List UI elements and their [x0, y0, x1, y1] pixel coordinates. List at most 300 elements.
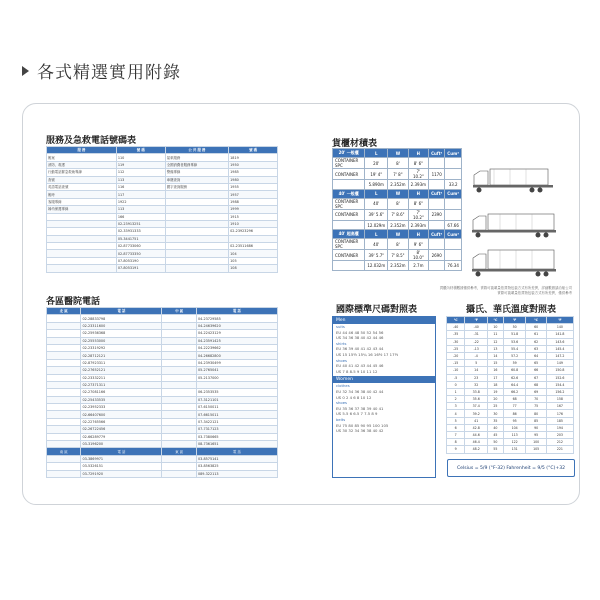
hospitals-subheader-cell: 電 話 — [196, 448, 277, 455]
hospitals-cell: 04-23930499 — [196, 359, 277, 366]
hospitals-cell: 03-7380665 — [196, 433, 277, 440]
temperature-cell: 143.6 — [546, 338, 573, 345]
emergency-row — [47, 176, 278, 183]
hospitals-cell: 02-27081166 — [81, 389, 162, 396]
emergency-row — [47, 183, 278, 190]
hospitals-row — [47, 404, 278, 411]
hospitals-cell: 03-3869971 — [81, 455, 162, 462]
temperature-formula: Celsius = 5/9 (°F-32) Fahrenheit = 9/5 (°C)+32 — [447, 459, 575, 477]
hospitals-cell: 07-6150011 — [196, 404, 277, 411]
container-cell: 2390 — [429, 209, 445, 220]
temperature-row — [447, 417, 574, 424]
temperature-cell: 13 — [488, 345, 504, 352]
emergency-cell: 警備專線 — [165, 169, 228, 176]
men-size-row: EU 40 41 42 43 44 45 46 — [336, 363, 384, 369]
container-cell: 7' 8.5" — [388, 250, 408, 261]
temperature-cell: 66 — [526, 367, 546, 374]
container-col-header: Cum³ — [445, 189, 462, 198]
emergency-row — [47, 206, 278, 213]
emergency-row — [47, 243, 278, 250]
container-cell: 7' 8.6" — [388, 209, 408, 220]
hospitals-cell — [196, 381, 277, 388]
temperature-cell: 10 — [488, 324, 504, 331]
container-cell: 7' 10.2" — [408, 169, 429, 180]
container-row — [333, 180, 462, 189]
emergency-cell: 108 — [229, 265, 278, 272]
women-size-row: EU 32 34 36 38 40 42 44 — [336, 388, 384, 394]
hospitals-cell — [162, 441, 196, 448]
container-cell — [445, 250, 462, 261]
hospitals-cell: 02-25553000 — [81, 337, 162, 344]
emergency-cell — [165, 206, 228, 213]
emergency-header-cell: 公 共 服 務 — [165, 147, 228, 154]
women-size-row: US 5.5 6 6.5 7 7.5 8 9 — [336, 411, 378, 417]
container-cell: 2.352m — [388, 180, 408, 189]
hospitals-row — [47, 344, 278, 351]
emergency-cell: 報時 — [47, 191, 117, 198]
women-size-row: US 30 32 34 36 38 40 42 — [336, 428, 384, 434]
temperature-cell: 66.2 — [503, 388, 526, 395]
temperature-cell: 51.8 — [503, 331, 526, 338]
temperature-row — [447, 388, 574, 395]
emergency-cell: 166 — [116, 213, 165, 220]
container-cell: CONTAINER — [333, 209, 365, 220]
temperature-cell: 68 — [526, 381, 546, 388]
container-row — [333, 209, 462, 220]
container-row — [333, 198, 462, 209]
container-cell: 7' 8" — [388, 169, 408, 180]
hospitals-cell — [162, 367, 196, 374]
container-col-header: L — [365, 149, 388, 158]
temperature-cell: 42.8 — [465, 424, 488, 431]
size-men-header: Men — [333, 317, 435, 324]
container-col-header: H — [408, 149, 429, 158]
emergency-cell: 車籍查詢 — [165, 176, 228, 183]
container-note-line-2: 實際可裝載量依貨物包裝方式有所差異，僅供參考 — [497, 291, 572, 295]
temperature-cell: 150.8 — [546, 367, 573, 374]
container-col-header: Cuft³ — [429, 189, 445, 198]
temperature-cell: 61 — [526, 331, 546, 338]
container-cell: 2.352m — [388, 261, 408, 270]
temperature-cell: 30 — [488, 410, 504, 417]
temperature-row — [447, 403, 574, 410]
container-title: 貨櫃材積表 — [332, 139, 378, 149]
truck-40ft-high-cube-icon — [470, 248, 560, 280]
emergency-cell: 116 — [116, 183, 165, 190]
emergency-cell: 1999 — [229, 206, 278, 213]
emergency-cell: 1985 — [229, 169, 278, 176]
container-cell: 2.7m — [408, 261, 429, 270]
container-cell: 2.352m — [388, 220, 408, 229]
container-size-label: 20' 一般櫃 — [333, 149, 365, 158]
temperature-cell: -20 — [447, 352, 465, 359]
temperature-cell: 3 — [447, 403, 465, 410]
hospitals-header-cell: 電 話 — [196, 308, 277, 315]
men-category-label: shirts — [336, 340, 347, 346]
temperature-cell: 45 — [488, 432, 504, 439]
container-cell: 19' 4" — [365, 169, 388, 180]
temperature-cell: 147.2 — [546, 352, 573, 359]
emergency-cell — [47, 220, 117, 227]
hospitals-cell — [47, 426, 81, 433]
temperature-cell: 86 — [503, 410, 526, 417]
container-group-header — [333, 230, 462, 239]
hospitals-header-row — [47, 308, 278, 315]
temperature-cell: 6 — [447, 424, 465, 431]
hospitals-cell — [162, 411, 196, 418]
temperature-cell: 85 — [526, 417, 546, 424]
hospitals-subheader-cell: 東 區 — [162, 448, 196, 455]
container-col-header: L — [365, 230, 388, 239]
temperature-cell: 122 — [503, 439, 526, 446]
container-cell — [445, 158, 462, 169]
container-row — [333, 220, 462, 229]
emergency-cell — [165, 213, 228, 220]
temperature-cell: 194 — [546, 424, 573, 431]
hospitals-cell — [162, 396, 196, 403]
emergency-row — [47, 198, 278, 205]
temperature-cell: 14 — [465, 367, 488, 374]
container-note-line-1: 貨櫃內材積數據僅供參考，實際可裝載量依貨物包裝方式有所差異，詳細數據請洽船公司 — [439, 286, 572, 290]
container-cell — [445, 169, 462, 180]
container-cell: CONTAINER — [333, 169, 365, 180]
size-chart-panel — [332, 316, 436, 478]
emergency-cell — [165, 235, 228, 242]
container-cell: 20' — [365, 158, 388, 169]
emergency-cell — [165, 220, 228, 227]
emergency-row — [47, 154, 278, 161]
emergency-cell: 消防、救護 — [47, 161, 117, 168]
container-cell: 39' 5.6" — [365, 209, 388, 220]
hospitals-cell: 02-87923311 — [81, 359, 162, 366]
temperature-row — [447, 360, 574, 367]
women-size-row: EU 35 36 37 38 39 40 41 — [336, 405, 384, 411]
temperature-cell: 212 — [546, 439, 573, 446]
temperature-row — [447, 396, 574, 403]
hospitals-row — [47, 418, 278, 425]
hospitals-cell: 02-25433535 — [81, 396, 162, 403]
hospitals-subheader-cell: 電 話 — [81, 448, 162, 455]
emergency-cell — [47, 228, 117, 235]
temperature-cell: 40 — [488, 424, 504, 431]
hospitals-row — [47, 441, 278, 448]
emergency-cell — [165, 191, 228, 198]
temperature-cell: 25 — [488, 403, 504, 410]
emergency-cell: 1910 — [229, 220, 278, 227]
container-col-header: W — [388, 189, 408, 198]
emergency-row — [47, 235, 278, 242]
temperature-row — [447, 410, 574, 417]
temperature-row — [447, 352, 574, 359]
hospitals-cell: 02-23319292 — [81, 344, 162, 351]
container-col-header: Cum³ — [445, 149, 462, 158]
emergency-cell: 02-33931333 — [116, 228, 165, 235]
men-size-row: US 15 15½ 15¾ 16 16½ 17 17½ — [336, 351, 399, 357]
men-size-row: US 34 36 38 40 42 44 46 — [336, 335, 384, 341]
page-heading — [22, 58, 181, 83]
truck-20ft-icon — [470, 165, 560, 195]
container-col-header: H — [408, 230, 429, 239]
temperature-cell: 57.2 — [503, 352, 526, 359]
temperature-cell: -15 — [447, 360, 465, 367]
temperature-cell: 131 — [503, 446, 526, 453]
temperature-cell: 65 — [526, 360, 546, 367]
temperature-cell: 14 — [488, 352, 504, 359]
temperature-cell: 145.4 — [546, 345, 573, 352]
hospitals-cell: 02-25936368 — [81, 330, 162, 337]
temperature-cell: -25 — [447, 345, 465, 352]
temperature-cell: 62.6 — [503, 374, 526, 381]
emergency-cell — [165, 198, 228, 205]
hospitals-cell — [47, 367, 81, 374]
hospitals-row — [47, 411, 278, 418]
temperature-cell: 4 — [447, 410, 465, 417]
temperature-header-cell: ℉ — [503, 317, 526, 324]
emergency-cell: 1988 — [229, 198, 278, 205]
emergency-cell — [165, 243, 228, 250]
temperature-cell: 75 — [526, 403, 546, 410]
temperature-header-cell: ℉ — [546, 317, 573, 324]
temperature-cell: 17 — [488, 374, 504, 381]
hospitals-row — [47, 374, 278, 381]
temperature-row — [447, 381, 574, 388]
container-cell: 67.66 — [445, 220, 462, 229]
emergency-cell: 客服專線 — [47, 198, 117, 205]
temperature-cell: 64.4 — [503, 381, 526, 388]
emergency-cell — [229, 235, 278, 242]
emergency-cell: 1980 — [229, 176, 278, 183]
temperature-cell: 18 — [488, 381, 504, 388]
hospitals-row — [47, 359, 278, 366]
hospitals-cell: 02-22765566 — [81, 418, 162, 425]
temperature-cell: -22 — [465, 338, 488, 345]
emergency-row — [47, 169, 278, 176]
container-cell: 7' 10.2" — [408, 209, 429, 220]
container-cell: 8' — [388, 158, 408, 169]
women-category-label: shoes — [336, 400, 348, 406]
temperature-cell: 8 — [447, 439, 465, 446]
hospitals-table — [46, 307, 278, 478]
emergency-cell — [47, 243, 117, 250]
hospitals-cell — [162, 352, 196, 359]
container-size-label: 40' 超高櫃 — [333, 230, 365, 239]
container-row — [333, 250, 462, 261]
temperature-cell: 104 — [503, 424, 526, 431]
hospitals-cell — [47, 433, 81, 440]
hospitals-cell: 03-8563825 — [196, 463, 277, 470]
temperature-cell: 105 — [526, 446, 546, 453]
hospitals-row — [47, 337, 278, 344]
container-cell: 33.2 — [445, 180, 462, 189]
temperature-cell: -40 — [447, 324, 465, 331]
temperature-row — [447, 331, 574, 338]
hospitals-cell: 03-7291920 — [81, 470, 162, 477]
temperature-cell: 203 — [546, 432, 573, 439]
emergency-cell: 07-8053191 — [116, 265, 165, 272]
container-group-header — [333, 149, 462, 158]
hospitals-cell: 03-5326151 — [81, 463, 162, 470]
temperature-cell: 95 — [503, 417, 526, 424]
emergency-cell: 1819 — [229, 154, 278, 161]
container-cell — [429, 239, 445, 250]
temperature-header-cell: ℉ — [465, 317, 488, 324]
temperature-cell: 59 — [503, 360, 526, 367]
temperature-cell: 60.8 — [503, 367, 526, 374]
container-cell: 2690 — [429, 250, 445, 261]
hospitals-row — [47, 352, 278, 359]
container-cell: CONTAINER — [333, 250, 365, 261]
emergency-cell: 119 — [116, 161, 165, 168]
hospitals-cell — [47, 359, 81, 366]
temperature-cell: 167 — [546, 403, 573, 410]
temperature-cell: 23 — [465, 374, 488, 381]
emergency-cell: 行動電話緊急救助專線 — [47, 169, 117, 176]
hospitals-cell — [47, 455, 81, 462]
container-cell: 12.032m — [365, 261, 388, 270]
container-cell — [429, 220, 445, 229]
temperature-cell: 70 — [526, 396, 546, 403]
hospitals-header-cell: 北 區 — [47, 308, 81, 315]
emergency-header-cell: 號 碼 — [116, 147, 165, 154]
temperature-row — [447, 338, 574, 345]
emergency-cell: 112 — [116, 169, 165, 176]
emergency-cell: 07-8053190 — [116, 257, 165, 264]
emergency-cell: 1922 — [116, 198, 165, 205]
emergency-cell: 婦幼保護專線 — [47, 206, 117, 213]
container-cell: 8' — [388, 198, 408, 209]
men-category-label: suits — [336, 324, 345, 329]
temperature-cell: -35 — [447, 331, 465, 338]
emergency-cell — [47, 235, 117, 242]
hospitals-cell: 089-322113 — [196, 470, 277, 477]
container-group-header — [333, 189, 462, 198]
emergency-row — [47, 161, 278, 168]
temperature-cell: 9 — [447, 446, 465, 453]
container-col-header: Cuft³ — [429, 149, 445, 158]
hospitals-cell: 04-22239662 — [196, 344, 277, 351]
temperature-row — [447, 374, 574, 381]
hospitals-cell — [47, 463, 81, 470]
temperature-header-cell: ℃ — [526, 317, 546, 324]
temperature-cell: 53.6 — [503, 338, 526, 345]
hospitals-cell: 02-26722456 — [81, 426, 162, 433]
hospitals-cell — [162, 418, 196, 425]
temperature-cell: 50 — [503, 324, 526, 331]
emergency-cell: 氣象服務 — [165, 154, 228, 161]
women-size-row: US 0 2 4 6 8 10 12 — [336, 394, 372, 400]
temperature-row — [447, 324, 574, 331]
hospitals-subheader-cell: 南 區 — [47, 448, 81, 455]
temperature-cell: 2 — [447, 396, 465, 403]
emergency-row — [47, 228, 278, 235]
container-row — [333, 169, 462, 180]
men-category-label: shoes — [336, 357, 348, 363]
hospitals-cell — [47, 352, 81, 359]
container-col-header: W — [388, 230, 408, 239]
hospitals-header-cell: 電 話 — [81, 308, 162, 315]
emergency-cell: 104 — [229, 250, 278, 257]
temperature-row — [447, 446, 574, 453]
container-size-label: 40' 一般櫃 — [333, 189, 365, 198]
emergency-title: 服務及急救電話號碼表 — [46, 136, 137, 146]
temperature-cell: 35.6 — [465, 396, 488, 403]
emergency-cell: 1950 — [229, 161, 278, 168]
hospitals-row — [47, 389, 278, 396]
temperature-cell: 176 — [546, 410, 573, 417]
emergency-table — [46, 146, 278, 273]
emergency-cell: 113 — [116, 176, 165, 183]
hospitals-cell: 07-3121101 — [196, 396, 277, 403]
women-category-label: belts — [336, 416, 346, 422]
temperature-cell: 68 — [503, 396, 526, 403]
temperature-cell: 113 — [503, 432, 526, 439]
emergency-row — [47, 213, 278, 220]
hospitals-row — [47, 367, 278, 374]
emergency-header-cell: 號 碼 — [229, 147, 278, 154]
hospitals-cell — [47, 315, 81, 322]
temperature-cell: 16 — [488, 367, 504, 374]
temperature-cell: 90 — [526, 424, 546, 431]
men-size-row: EU 36 39 40 41 42 43 44 — [336, 346, 384, 352]
hospitals-cell: 02-28833798 — [81, 315, 162, 322]
temperature-cell: 62 — [526, 338, 546, 345]
hospitals-cell — [162, 374, 196, 381]
emergency-cell — [47, 250, 117, 257]
temperature-cell: 141.8 — [546, 331, 573, 338]
size-chart-title: 國際標準尺碼對照表 — [336, 305, 418, 315]
hospitals-row — [47, 426, 278, 433]
container-col-header: W — [388, 149, 408, 158]
temperature-cell: 41 — [465, 417, 488, 424]
page-heading-text: 各式精選實用附錄 — [37, 63, 181, 83]
hospitals-cell — [162, 433, 196, 440]
emergency-row — [47, 250, 278, 257]
hospitals-cell — [47, 330, 81, 337]
emergency-cell — [47, 257, 117, 264]
container-col-header: L — [365, 189, 388, 198]
temperature-cell: 69 — [526, 388, 546, 395]
temperature-cell: 5 — [465, 360, 488, 367]
emergency-cell — [165, 257, 228, 264]
temperature-cell: -4 — [465, 352, 488, 359]
temperature-cell: 19 — [488, 388, 504, 395]
hospitals-cell: 07-3422121 — [196, 418, 277, 425]
temperature-cell: 80 — [526, 410, 546, 417]
hospitals-cell — [162, 330, 196, 337]
temperature-cell: 149 — [546, 360, 573, 367]
container-table — [332, 148, 462, 271]
container-cell — [333, 220, 365, 229]
temperature-title: 攝氏、華氏溫度對照表 — [466, 305, 557, 315]
temperature-cell: -40 — [465, 324, 488, 331]
temperature-cell: -30 — [447, 338, 465, 345]
hospitals-cell: 07-7317123 — [196, 426, 277, 433]
container-cell: 8' 10.0" — [408, 250, 429, 261]
hospitals-cell — [162, 359, 196, 366]
temperature-cell: -5 — [447, 374, 465, 381]
temperature-row — [447, 367, 574, 374]
temperature-cell: 33.8 — [465, 388, 488, 395]
hospitals-cell: 02-27652121 — [81, 367, 162, 374]
emergency-cell: 02-23923296 — [229, 228, 278, 235]
container-cell: 9' 6" — [408, 239, 429, 250]
emergency-header-cell: 服 務 — [47, 147, 117, 154]
hospitals-cell — [47, 337, 81, 344]
hospitals-title: 各區醫院電話 — [46, 297, 101, 307]
container-cell: 39' 5.7" — [365, 250, 388, 261]
emergency-row — [47, 257, 278, 264]
emergency-cell: 1915 — [229, 213, 278, 220]
